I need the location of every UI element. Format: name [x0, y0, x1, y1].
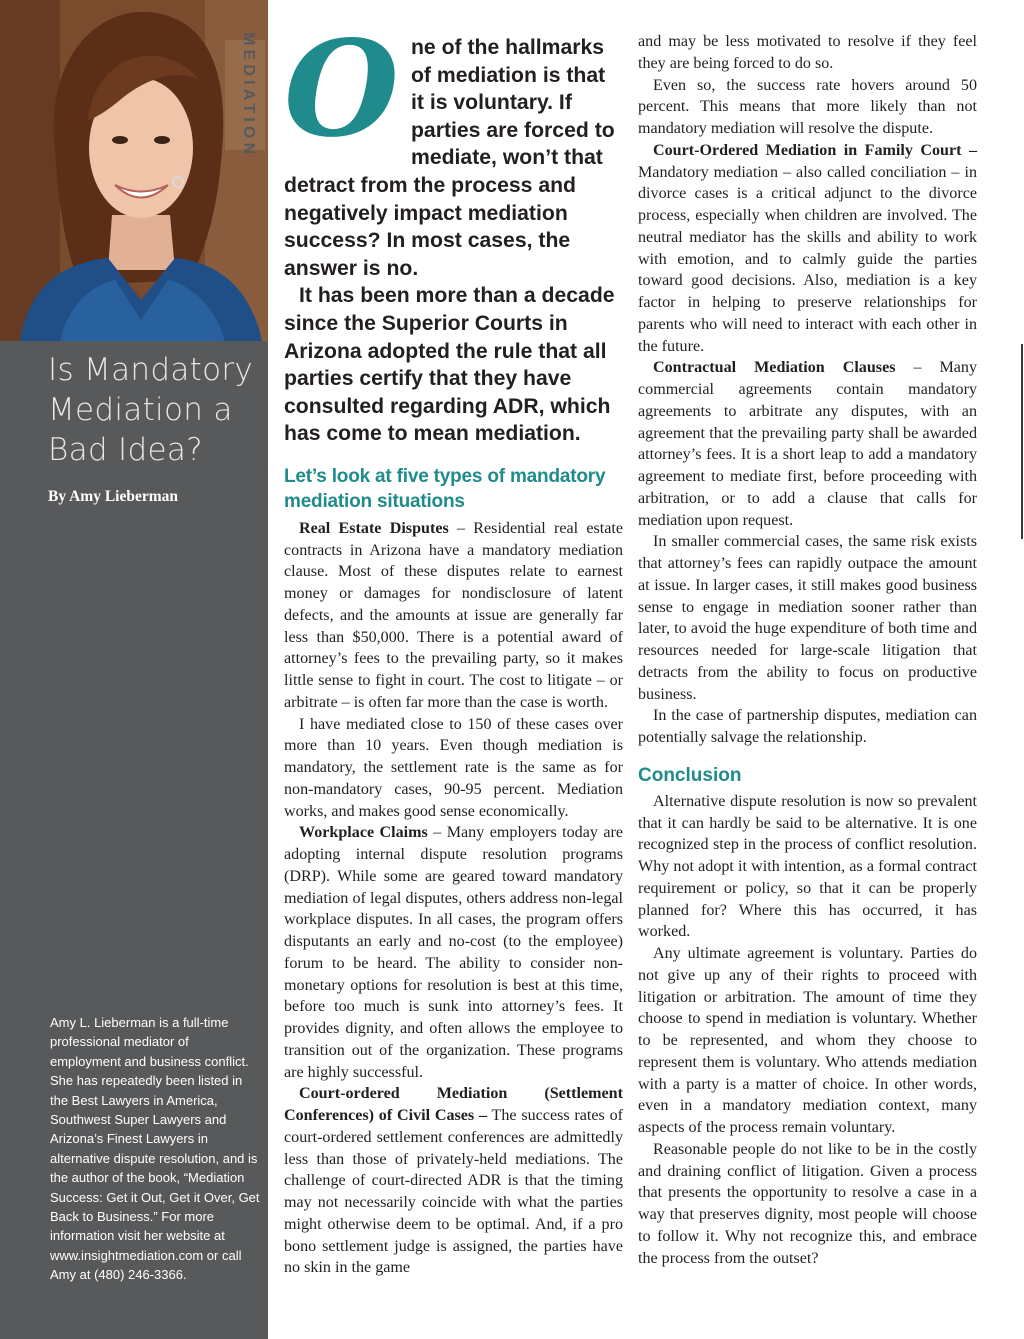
article-headline: Is Mandatory Mediation a Bad Idea? [48, 352, 254, 468]
subheading: Let’s look at five types of mandatory mediation situations [284, 465, 606, 512]
paragraph-family [638, 140, 977, 358]
column-1 [284, 12, 623, 1279]
runin-contractual: Contractual Mediation Clauses [653, 359, 896, 377]
section-label: MEDIATION [240, 32, 257, 159]
paragraph-success-rate: Even so, the success rate hovers around 50 percent. This means that more likely than not mandatory mediation will resolve the dispute. [638, 76, 977, 137]
byline: By Amy Lieberman [48, 488, 179, 505]
paragraph-workplace [284, 822, 623, 1083]
intro-paragraph-1: ne of the hallmarks of mediation is that it is voluntary. If parties are forced to mediate, won’t that detract from the process and negatively impact mediation success? In most cases, the answer is no. [284, 36, 615, 280]
paragraph-continued: and may be less motivated to resolve if they feel they are being forced to do so. [638, 33, 977, 72]
paragraph-court-ordered-text: The success rates of court-ordered settlement conferences are admittedly less than those of privately-held mediations. The challenge of court-directed ADR is that the timing may not necessarily coincide with what the parties might otherwise deem to be optimal. And, if a pro bono settlement judge is assigned, the parties have no skin in the game [284, 1107, 623, 1277]
conclusion-paragraph-3: Reasonable people do not like to be in the costly and draining conflict of litigation. Given a process that presents the opportunity to resolve a case in a way that preserves dignity, most people will choose to follow it. Why not recognize this, and embrace the process from the outset? [638, 1140, 977, 1267]
body-text-col1 [284, 518, 623, 1279]
conclusion-paragraph-2: Any ultimate agreement is voluntary. Parties do not give up any of their rights to proceed with litigation or arbitration. The amount of time they choose to spend in mediation is voluntary. Whether to be represented, and whom they choose to represent them is voluntary. Who attends mediation with a party is a matter of choice. In other words, even in a mandatory mediation context, many aspects of the process remain voluntary. [638, 945, 977, 1136]
paragraph-contractual-text: – Many commercial agreements contain mandatory agreements to arbitrate any disputes, with an agreement that the prevailing party shall be awarded attorney’s fees. It is a short leap to add a mandatory agreement to mediate first, before proceeding with arbitration, or to add a clause that calls for mediation upon request. [638, 359, 977, 529]
paragraph-workplace-text: – Many employers today are adopting internal dispute resolution programs (DRP). While some are geared toward mandatory mediation of legal disputes, others address non-legal workplace disputes. In all cases, the program offers disputants an early and no-cost (to the employee) forum to be heard. The ability to consider non-monetary options for resolution is best at this time, before too much is sunk into attorney’s fees. It provides dignity, and often allows the employee to transition out of the organization. These programs are highly successful. [284, 824, 623, 1081]
paragraph-smaller-cases: In smaller commercial cases, the same risk exists that attorney’s fees can rapidly outpace the amount at issue. In larger cases, it still makes good business sense to engage in mediation sooner rather than later, to avoid the huge expenditure of both time and resources needed for large-scale litigation that detracts from the ability to focus on productive business. [638, 533, 977, 703]
paragraph-real-estate-text: – Residential real estate contracts in Arizona have a mandatory mediation clause. Most of these disputes relate to earnest money or damages for nondisclosure of latent defects, and the amounts at issue are generally far less than $50,000. There is a potential award of attorney’s fees to the prevailing party, so it makes little sense to fight in court. The cost to litigate – or arbitrate – is often far more than the case is worth. [284, 519, 623, 711]
drop-cap: O [284, 12, 399, 167]
paragraph-family-text: Mandatory mediation – also called conciliation – in divorce cases is a critical adjunct to the divorce process, especially when children are involved. The neutral mediator has the skills and ability to work with emotion, and to calmly guide the parties toward good decisions. Also, mediation is a key factor in helping to preserve relationships for parents who will need to interact with each other in the future. [638, 163, 977, 355]
conclusion-heading: Conclusion [638, 764, 742, 786]
runin-family: Court-Ordered Mediation in Family Court – [653, 141, 977, 159]
paragraph-contractual [638, 357, 977, 531]
intro [284, 12, 623, 448]
author-portrait-image [0, 0, 268, 341]
runin-court-ordered: Court-ordered Mediation (Settlement Conferences) of Civil Cases – [284, 1085, 623, 1125]
sidebar [0, 0, 268, 1339]
author-bio: Amy L. Lieberman is a full-time professional mediator of employment and business conflict. She has repeatedly been listed in the Best Lawyers in America, Southwest Super Lawyers and Arizona’s Finest Lawyers in alternative dispute resolution, and is the author of the book, “Mediation Success: Get it Out, Get it Over, Get Back to Business.” For more information visit her website at www.insightmediation.com or call Amy at (480) 246-3366. [50, 1015, 260, 1283]
runin-workplace: Workplace Claims [299, 824, 428, 842]
page-edge-mark [1021, 344, 1023, 539]
paragraph-mediated: I have mediated close to 150 of these cases over more than 10 years. Even though mediation is mandatory, the settlement rate is the same as for non-mandatory cases, 90-95 percent. Mediation works, and makes good sense economically. [284, 715, 623, 820]
runin-real-estate: Real Estate Disputes [299, 519, 449, 537]
paragraph-real-estate [284, 518, 623, 714]
intro-paragraph-2: It has been more than a decade since the Superior Courts in Arizona adopted the rule that all parties certify that they have consulted regarding ADR, which has come to mean mediation. [284, 284, 615, 446]
author-photo [0, 0, 268, 341]
column-2 [638, 31, 977, 1269]
paragraph-partnership: In the case of partnership disputes, mediation can potentially salvage the relationship. [638, 707, 977, 746]
paragraph-court-ordered [284, 1083, 623, 1279]
conclusion-paragraph-1: Alternative dispute resolution is now so prevalent that it can hardly be said to be alternative. It is one recognized step in the process of conflict resolution. Why not adopt it with intention, as a formal contract requirement or policy, so that it can be properly planned for? Where this has occurred, it has worked. [638, 792, 977, 941]
